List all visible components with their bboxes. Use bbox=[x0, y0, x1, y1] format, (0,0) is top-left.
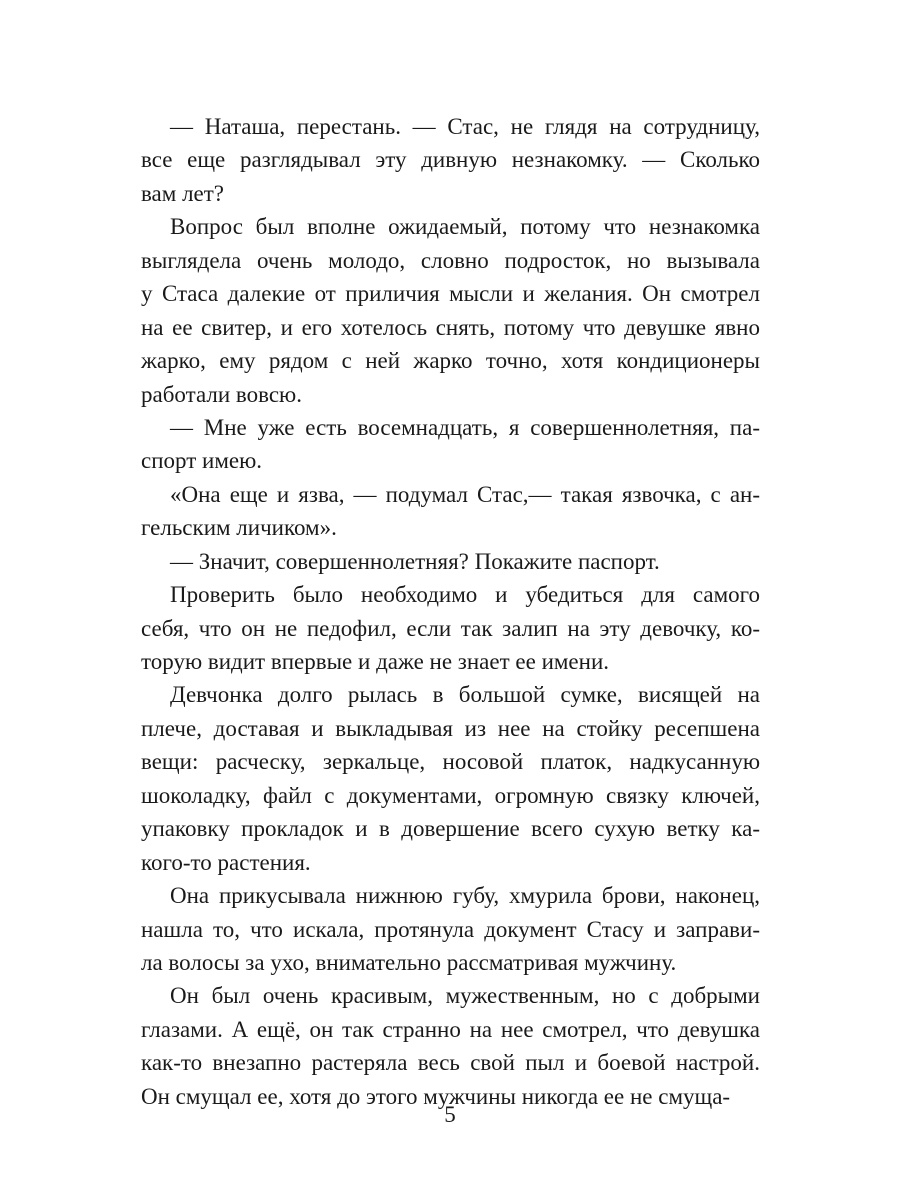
text-line: вам лет? bbox=[141, 180, 225, 206]
text-line: — Мне уже есть восемнадцать, я совершеннолетняя, па- bbox=[170, 414, 760, 440]
paragraph bbox=[141, 210, 760, 411]
text-line: нашла то, что искала, протянула документ Стасу и заправи- bbox=[141, 916, 760, 942]
text-line: плече, доставая и выкладывая из нее на стойку ресепшена bbox=[141, 715, 760, 741]
text-line: — Наташа, перестань. — Стас, не глядя на сотрудницу, bbox=[170, 114, 760, 139]
text-line: кого-то растения. bbox=[141, 849, 311, 875]
text-line: на ее свитер, и его хотелось снять, потому что девушке явно bbox=[141, 314, 760, 340]
text-line: упаковку прокладок и в довершение всего сухую ветку ка- bbox=[141, 816, 760, 842]
text-line: «Она еще и язва, — подумал Стас,— такая язвочка, с ан- bbox=[170, 481, 760, 507]
text-line: у Стаса далекие от приличия мысли и желания. Он смотрел bbox=[141, 281, 760, 307]
page-number: 5 bbox=[444, 1102, 456, 1127]
text-line: — Значит, совершеннолетняя? Покажите паспорт. bbox=[170, 548, 660, 574]
paragraph bbox=[141, 979, 760, 1113]
text-line: гельским личиком». bbox=[141, 515, 337, 541]
text-line: Проверить было необходимо и убедиться для самого bbox=[170, 582, 760, 608]
text-line: Девчонка долго рылась в большой сумке, висящей на bbox=[170, 682, 760, 708]
text-line: Вопрос был вполне ожидаемый, потому что незнакомка bbox=[170, 214, 760, 240]
text-line: Она прикусывала нижнюю губу, хмурила брови, наконец, bbox=[170, 883, 760, 909]
paragraph bbox=[141, 478, 760, 545]
paragraph bbox=[141, 678, 760, 879]
body-text bbox=[141, 110, 760, 1113]
paragraph bbox=[141, 545, 760, 578]
paragraph bbox=[141, 578, 760, 678]
text-line: работали вовсю. bbox=[141, 381, 302, 407]
text-line: жарко, ему рядом с ней жарко точно, хотя кондиционеры bbox=[141, 348, 760, 374]
paragraph bbox=[141, 110, 760, 210]
text-line: ла волосы за ухо, внимательно рассматривая мужчину. bbox=[141, 949, 677, 975]
paragraph bbox=[141, 411, 760, 478]
text-line: Он смущал ее, хотя до этого мужчины никогда ее не смуща- bbox=[141, 1083, 731, 1109]
text-line: спорт имею. bbox=[141, 448, 263, 474]
text-line: шоколадку, файл с документами, огромную связку ключей, bbox=[141, 782, 760, 808]
text-line: себя, что он не педофил, если так залип на эту девочку, ко- bbox=[141, 615, 760, 641]
text-line: глазами. А ещё, он так странно на нее смотрел, что девушка bbox=[141, 1016, 760, 1042]
text-line: как-то внезапно растеряла весь свой пыл и боевой настрой. bbox=[141, 1050, 760, 1076]
text-line: Он был очень красивым, мужественным, но с добрыми bbox=[170, 983, 760, 1009]
text-line: вещи: расческу, зеркальце, носовой платок, надкусанную bbox=[141, 749, 760, 775]
text-line: все еще разглядывал эту дивную незнакомку. — Сколько bbox=[141, 147, 760, 173]
text-line: торую видит впервые и даже не знает ее имени. bbox=[141, 649, 610, 674]
paragraph bbox=[141, 879, 760, 979]
text-line: выглядела очень молодо, словно подросток, но вызывала bbox=[141, 247, 760, 273]
